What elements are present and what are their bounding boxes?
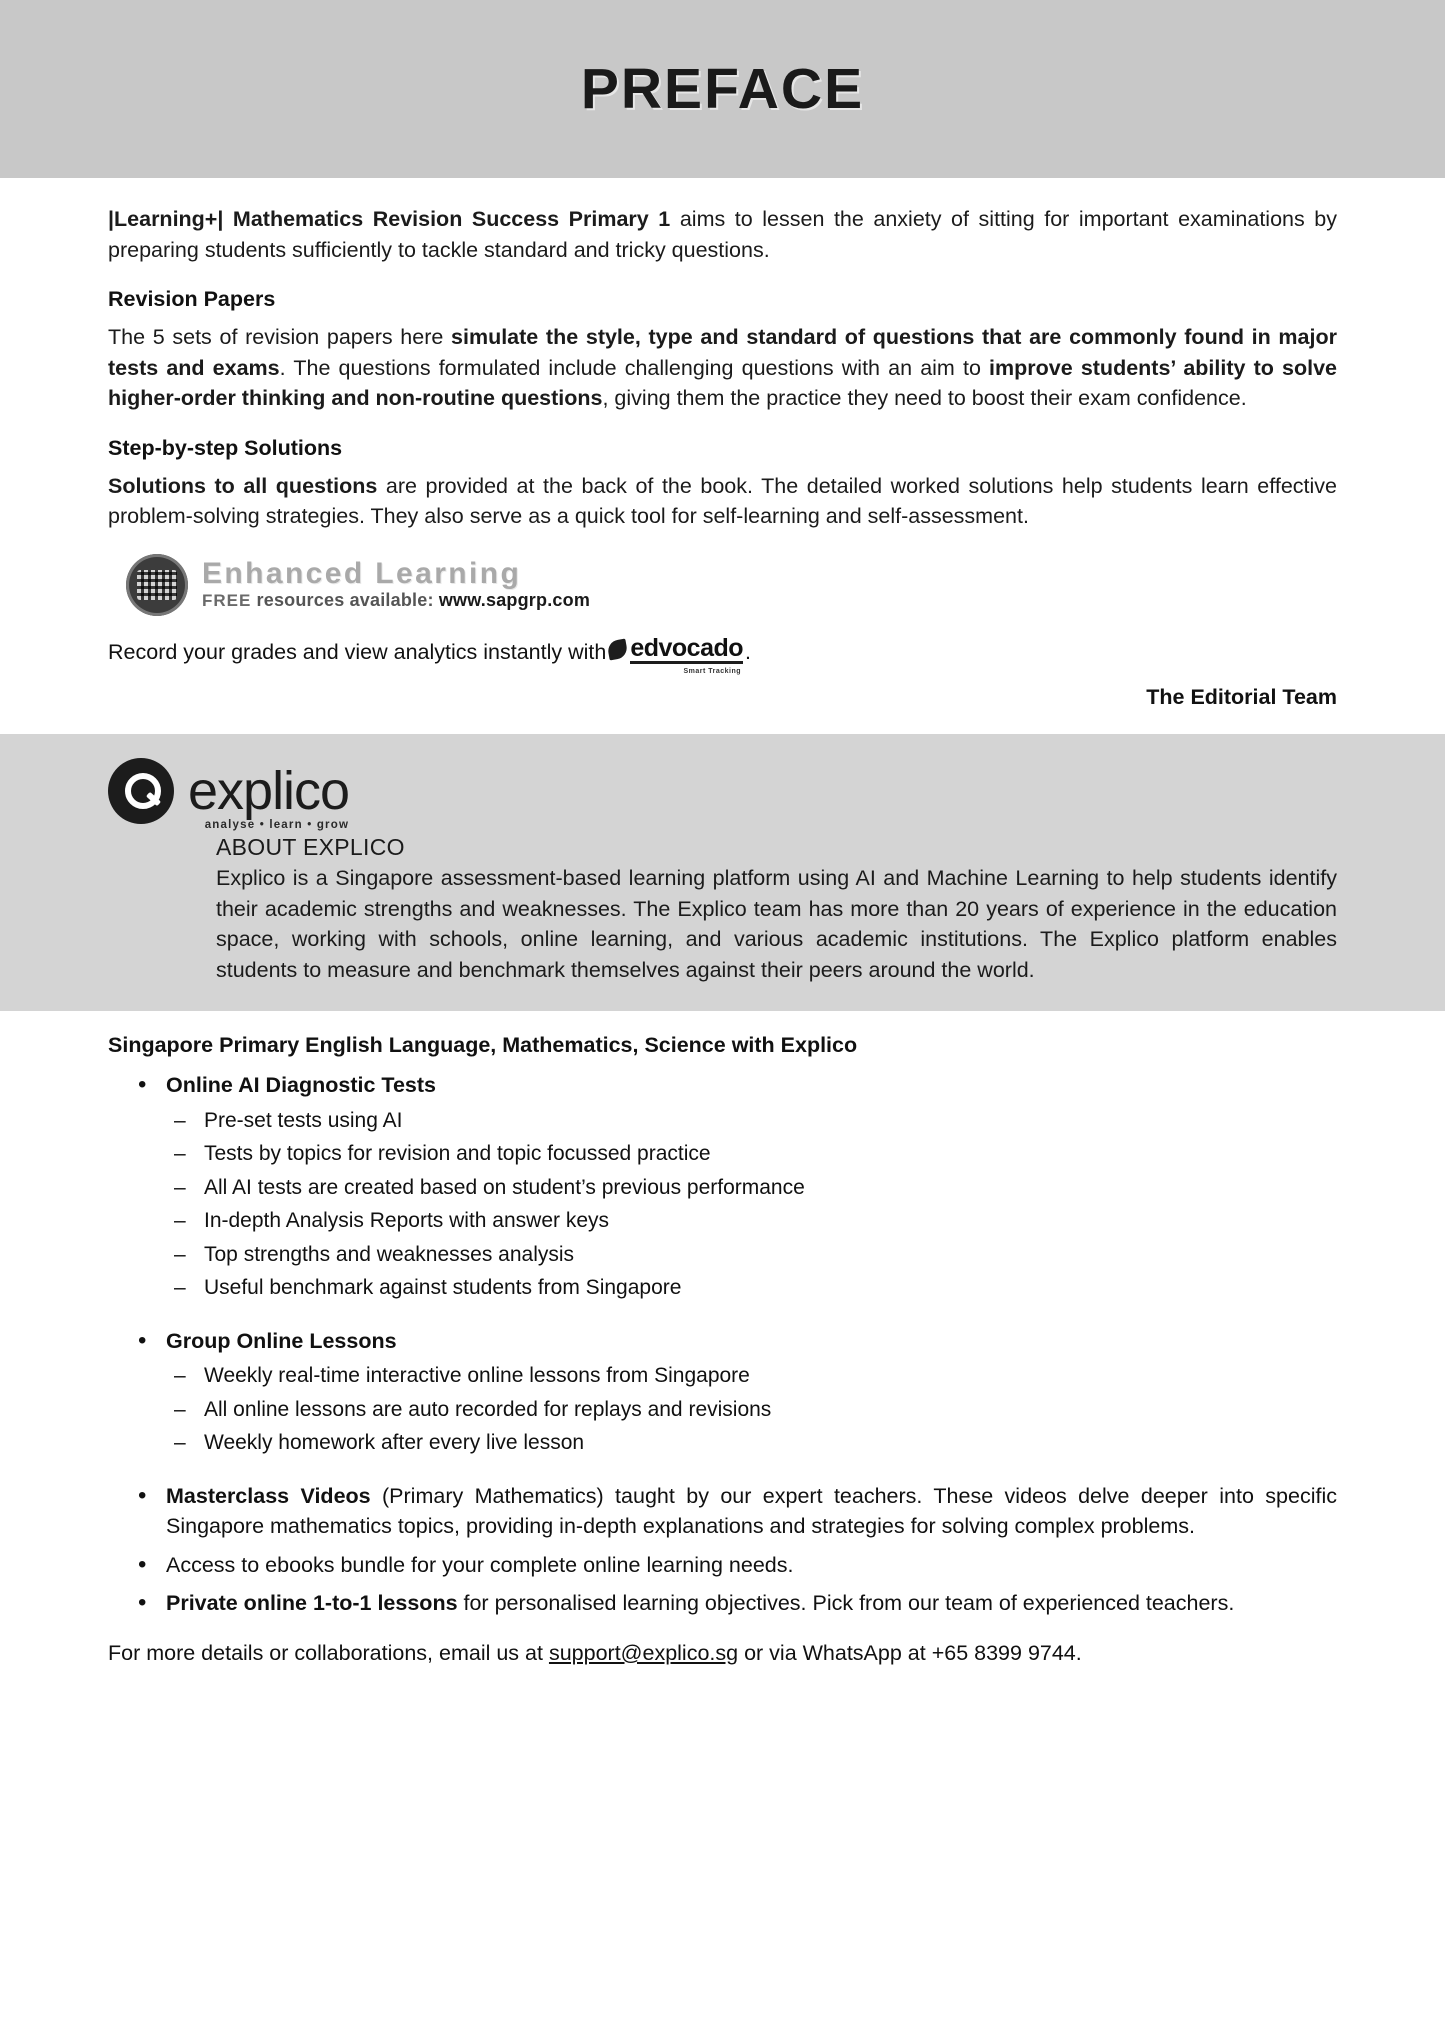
sub-list-item — [166, 1239, 1337, 1271]
enhanced-learning-text — [202, 558, 590, 611]
dash-icon: – — [174, 1175, 186, 1199]
solutions-text-1: are provided at the back of the book. The detailed worked solutions help students learn effective problem-solving strategies. They also serve as a quick tool for self-learning and self-assessment. — [108, 473, 1337, 529]
bullet-icon: • — [138, 1326, 147, 1354]
editorial-signature: The Editorial Team — [1146, 685, 1337, 710]
sub-list-item — [166, 1138, 1337, 1170]
page-title: PREFACE — [580, 57, 865, 121]
explico-brand-text: explico — [188, 761, 350, 822]
sub-item-text: In-depth Analysis Reports with answer keys — [204, 1209, 610, 1233]
bullet-icon: • — [138, 1589, 147, 1617]
revision-text-3: , giving them the practice they need to boost their exam confidence. — [602, 386, 1247, 411]
solutions-paragraph — [108, 471, 1337, 532]
about-explico-text: Explico is a Singapore assessment-based learning platform using AI and Machine Learning to help students identify their academic strengths and weaknesses. The Explico team has more than 20 years of experience in the education space, working with schools, online learning, and various academic institutions. The Explico platform enables students to measure and benchmark themselves against their peers around the world. — [216, 866, 1337, 982]
sub-item-text: All online lessons are auto recorded for replays and revisions — [204, 1397, 772, 1421]
offering-label-4: Private online 1-to-1 lessons — [166, 1591, 458, 1616]
preface-section — [0, 178, 1445, 710]
enhanced-learning-title: Enhanced Learning — [202, 557, 522, 591]
offering-label-1: Group Online Lessons — [166, 1328, 397, 1353]
offerings-list — [108, 1070, 1337, 1619]
contact-text-after: or via WhatsApp at +65 8399 9744. — [738, 1640, 1082, 1665]
sub-item-text: Pre-set tests using AI — [204, 1108, 403, 1132]
page-header-band — [0, 0, 1445, 178]
dash-icon: – — [174, 1364, 186, 1388]
sub-item-text: Top strengths and weaknesses analysis — [204, 1242, 575, 1266]
offering-text-4: for personalised learning objectives. Pick from our team of experienced teachers. — [457, 1591, 1235, 1616]
dash-icon: – — [174, 1431, 186, 1455]
offering-text-3: Access to ebooks bundle for your complete online learning needs. — [166, 1552, 794, 1577]
revision-bold-1: simulate the style, type and standard of questions that are commonly found in major tests and exams — [108, 325, 1337, 380]
bullet-icon: • — [138, 1481, 147, 1509]
sub-list-item — [166, 1360, 1337, 1392]
list-item — [108, 1550, 1337, 1581]
edvocado-tagline: Smart Tracking — [683, 667, 742, 675]
revision-text-1: The 5 sets of revision papers here — [108, 325, 452, 350]
dash-icon: – — [174, 1276, 186, 1300]
dash-icon: – — [174, 1242, 186, 1266]
enhanced-learning-subtitle — [202, 590, 590, 611]
intro-title: |Learning+| Mathematics Revision Success Primary 1 — [108, 207, 671, 231]
edvocado-line — [108, 633, 1337, 675]
explico-wordmark — [188, 761, 350, 831]
list-item — [108, 1481, 1337, 1542]
revision-bold-2: improve students’ ability to solve higher-order thinking and non-routine questions — [108, 355, 1337, 411]
intro-rest: aims to lessen the anxiety of sitting for important examinations by preparing students sufficiently to tackle standard and tricky questions. — [108, 207, 1338, 262]
sub-item-text: All AI tests are created based on student’s previous performance — [204, 1175, 805, 1199]
offerings-sublist-1 — [166, 1360, 1337, 1459]
support-email-link[interactable]: support@explico.sg — [548, 1640, 739, 1665]
offering-label-0: Online AI Diagnostic Tests — [166, 1073, 436, 1098]
contact-footer — [0, 1641, 1445, 1666]
revision-papers-paragraph — [108, 322, 1337, 414]
list-item — [108, 1070, 1337, 1304]
dash-icon: – — [174, 1397, 186, 1421]
intro-paragraph — [108, 204, 1337, 265]
sub-list-item — [166, 1172, 1337, 1204]
enhanced-learning-block — [126, 554, 1337, 616]
offerings-section — [0, 1011, 1445, 1619]
bullet-icon: • — [138, 1550, 147, 1578]
dash-icon: – — [174, 1108, 186, 1132]
sub-list-item — [166, 1105, 1337, 1137]
explico-about-section — [0, 734, 1445, 1011]
sapgrp-url[interactable]: www.sapgrp.com — [438, 589, 591, 610]
dash-icon: – — [174, 1209, 186, 1233]
sub-item-text: Useful benchmark against students from Singapore — [204, 1276, 682, 1300]
free-label: FREE — [202, 590, 252, 610]
sub-item-text: Weekly real-time interactive online lessons from Singapore — [204, 1364, 750, 1388]
contact-text-before: For more details or collaborations, email us at — [108, 1640, 549, 1665]
offerings-sublist-0 — [166, 1105, 1337, 1304]
solutions-bold-1: Solutions to all questions — [108, 473, 378, 498]
bullet-icon: • — [138, 1071, 147, 1099]
explico-logo-row — [108, 758, 1337, 831]
offering-label-2: Masterclass Videos — [166, 1483, 371, 1508]
resources-label: resources available: — [251, 589, 439, 610]
list-item — [108, 1588, 1337, 1619]
about-explico-heading: ABOUT EXPLICO — [216, 834, 405, 861]
list-item — [108, 1326, 1337, 1459]
offering-text-2: (Primary Mathematics) taught by our expert teachers. These videos delve deeper into specific Singapore mathematics topics, providing in-depth explanations and strategies for solving complex problems. — [166, 1483, 1337, 1539]
sub-list-item — [166, 1205, 1337, 1237]
sub-item-text: Weekly homework after every live lesson — [204, 1431, 585, 1455]
revision-text-2: . The questions formulated include challenging questions with an aim to — [279, 355, 990, 380]
record-text-after: . — [745, 640, 752, 665]
offerings-title: Singapore Primary English Language, Mathematics, Science with Explico — [108, 1033, 858, 1058]
sub-list-item — [166, 1427, 1337, 1459]
sub-list-item — [166, 1272, 1337, 1304]
edvocado-logo[interactable] — [608, 633, 744, 675]
record-text-before: Record your grades and view analytics instantly with — [108, 640, 607, 665]
revision-papers-heading: Revision Papers — [108, 287, 276, 312]
solutions-heading: Step-by-step Solutions — [108, 435, 343, 460]
dash-icon: – — [174, 1142, 186, 1166]
qr-pattern-icon — [137, 570, 177, 600]
explico-tagline: analyse • learn • grow — [204, 818, 350, 831]
sub-item-text: Tests by topics for revision and topic focussed practice — [204, 1142, 711, 1166]
leaf-icon — [607, 639, 629, 661]
enhanced-learning-icon — [126, 554, 188, 616]
edvocado-wordmark: edvocado — [630, 633, 744, 662]
sub-list-item — [166, 1394, 1337, 1426]
explico-magnifier-icon — [108, 758, 174, 824]
